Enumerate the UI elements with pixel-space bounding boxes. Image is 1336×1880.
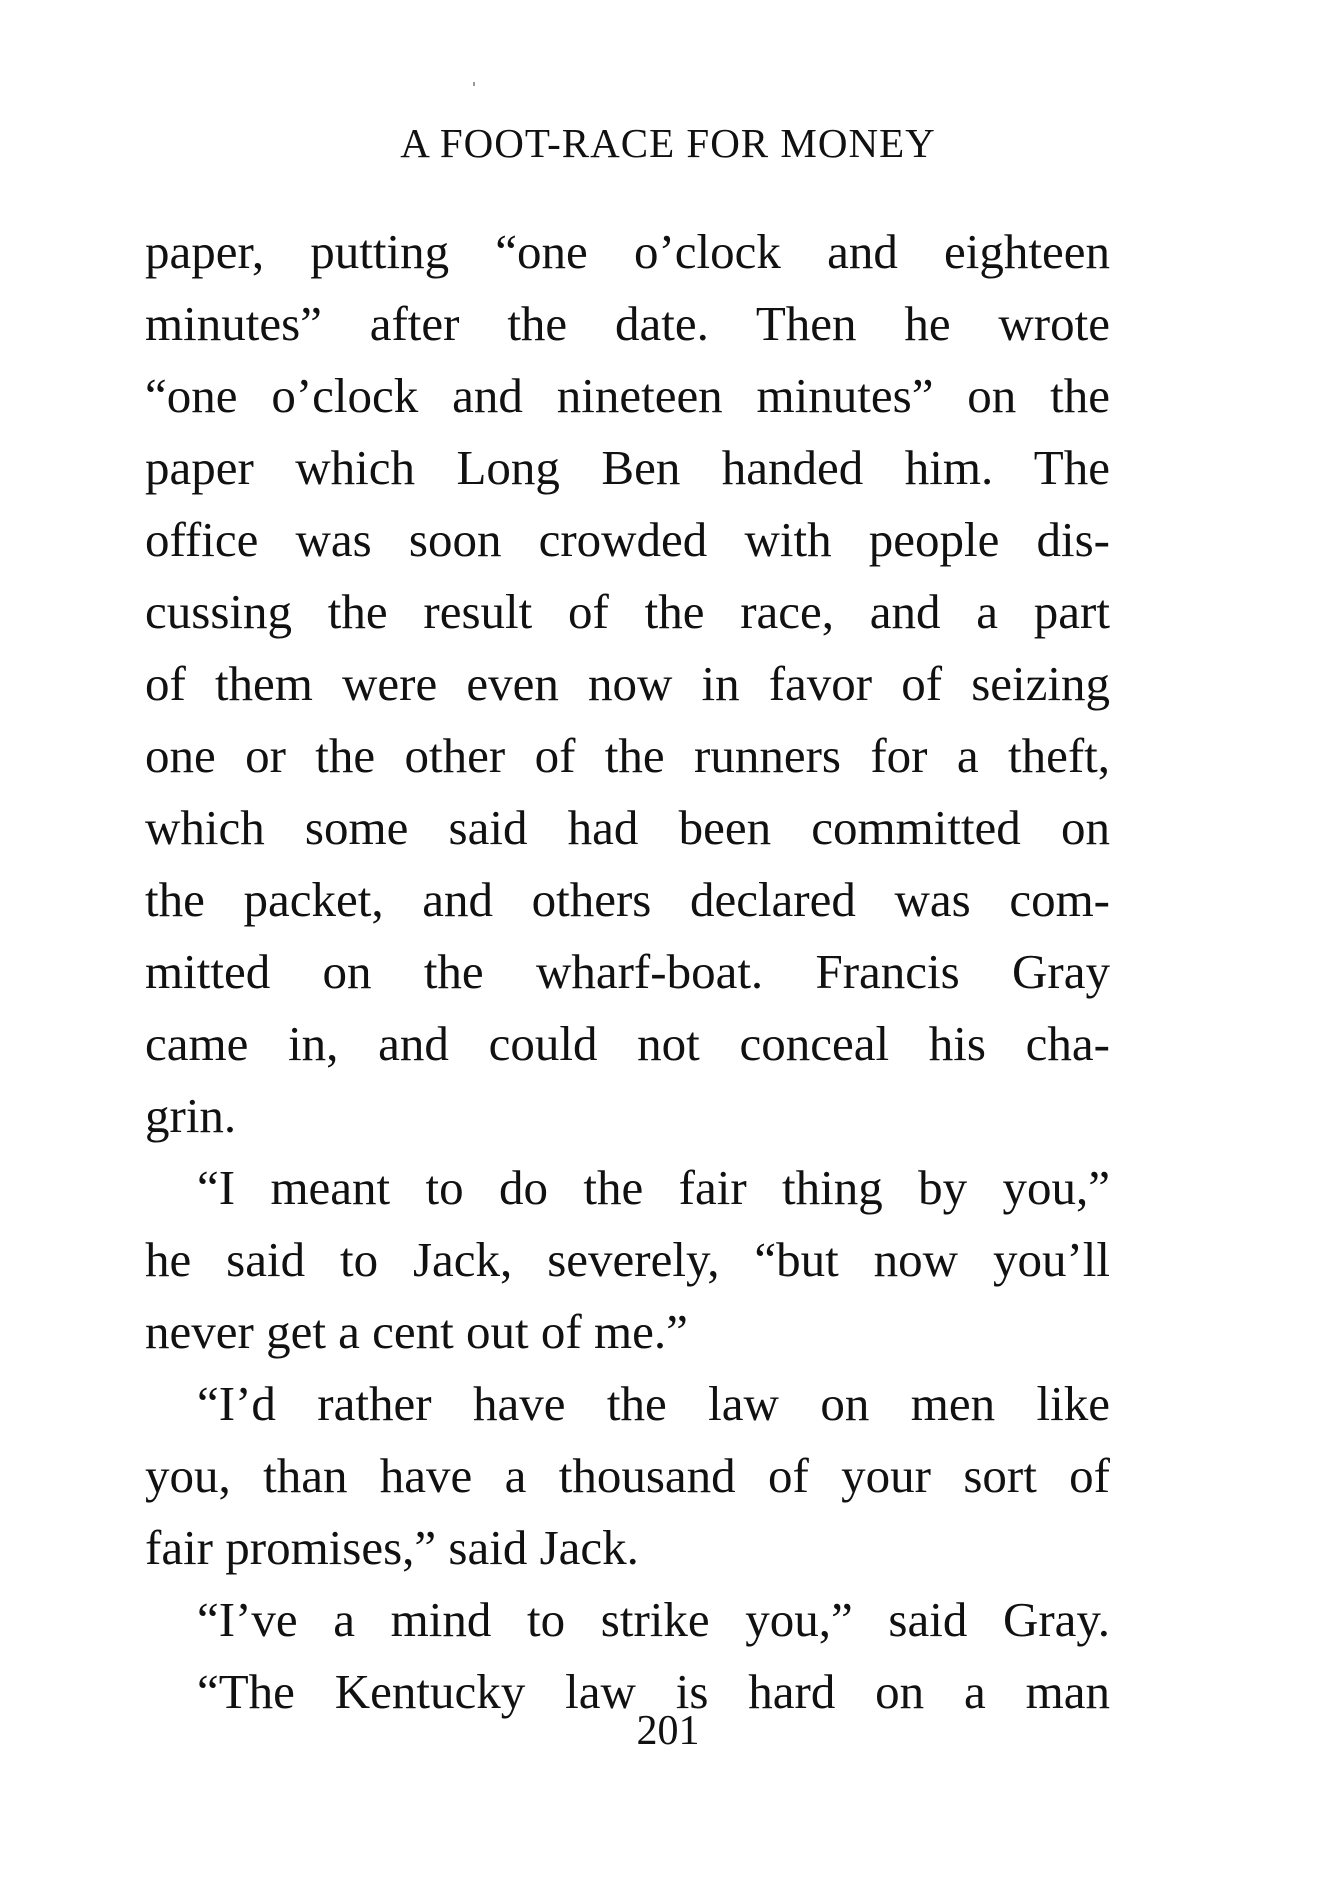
text-line: mitted on the wharf-boat. Francis Gray	[145, 944, 1110, 999]
body-text	[145, 216, 1110, 1728]
text-line: grin.	[145, 1088, 237, 1143]
text-line: office was soon crowded with people dis-	[145, 512, 1110, 567]
page-number: 201	[636, 1708, 700, 1754]
text-line: the packet, and others declared was com-	[145, 872, 1110, 927]
text-line: he said to Jack, severely, “but now you’ll	[145, 1232, 1110, 1287]
text-line: paper, putting “one o’clock and eighteen	[145, 224, 1110, 279]
text-line: “I’ve a mind to strike you,” said Gray.	[197, 1592, 1110, 1647]
text-line: fair promises,” said Jack.	[145, 1520, 639, 1575]
text-line: “I’d rather have the law on men like	[197, 1376, 1110, 1431]
text-line: which some said had been committed on	[145, 800, 1110, 855]
running-head: A FOOT-RACE FOR MONEY	[400, 120, 936, 166]
text-line: of them were even now in favor of seizing	[145, 656, 1110, 711]
text-line: you, than have a thousand of your sort of	[145, 1448, 1110, 1503]
text-line: one or the other of the runners for a theft,	[145, 728, 1110, 783]
text-line: “one o’clock and nineteen minutes” on the	[145, 368, 1110, 423]
text-line: minutes” after the date. Then he wrote	[145, 296, 1110, 351]
text-line: never get a cent out of me.”	[145, 1304, 688, 1359]
text-line: cussing the result of the race, and a part	[145, 584, 1110, 639]
scan-speck	[473, 82, 475, 86]
text-line: “I meant to do the fair thing by you,”	[197, 1160, 1110, 1215]
text-line: “The Kentucky law is hard on a man	[197, 1664, 1110, 1719]
text-line: paper which Long Ben handed him. The	[145, 440, 1110, 495]
text-line: came in, and could not conceal his cha-	[145, 1016, 1110, 1071]
